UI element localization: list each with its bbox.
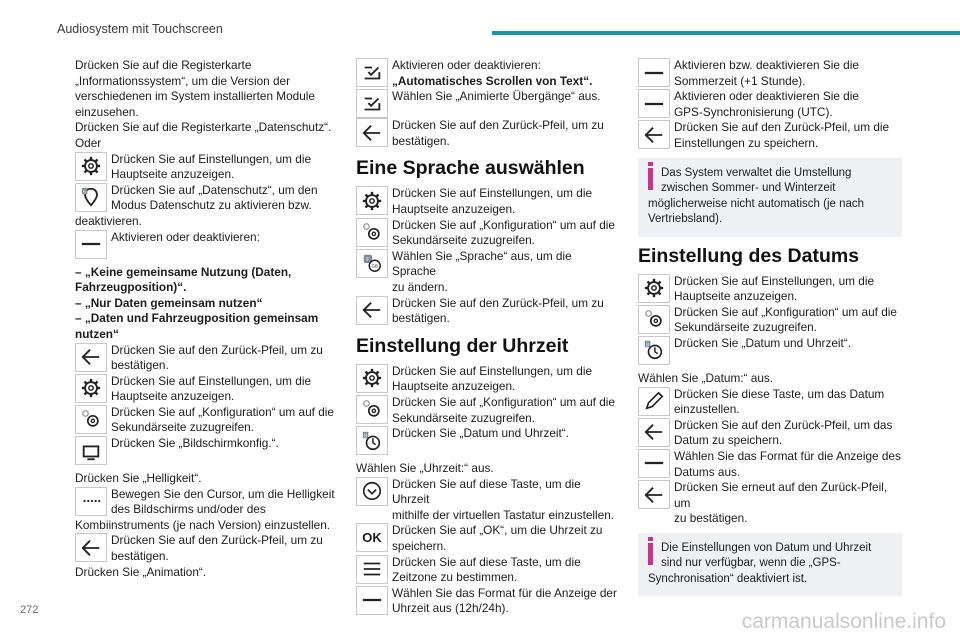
paragraph: Drücken Sie „Helligkeit“. (75, 471, 202, 486)
paragraph: Wählen Sie „Datum:“ aus. (638, 370, 774, 385)
checkbox-checked-icon[interactable] (356, 89, 388, 118)
step-toggle: Aktivieren oder deaktivieren: (75, 230, 337, 259)
back-arrow-icon[interactable] (638, 418, 670, 447)
clock-icon[interactable] (638, 336, 670, 365)
section-heading-date: Einstellung des Datums (638, 244, 860, 267)
step-settings: Drücken Sie auf Einstellungen, um die Hauptseite anzuzeigen. (75, 152, 337, 183)
step-screen-config: Drücken Sie „Bildschirmkonfig.“. (75, 436, 337, 465)
info-box: Die Einstellungen von Datum und Uhrzeit sind nur verfügbar, wenn die „GPS- Synchronisation“ deaktiviert ist. (638, 533, 902, 597)
back-arrow-icon[interactable] (75, 533, 107, 562)
gear-icon[interactable] (356, 364, 388, 393)
step-back: Drücken Sie auf den Zurück-Pfeil, um die Einstellungen zu speichern. (638, 120, 902, 151)
paragraph: Wählen Sie „Uhrzeit:“ aus. (356, 461, 494, 476)
toggle-bar-icon[interactable] (638, 449, 670, 478)
page-number: 272 (20, 604, 39, 616)
info-icon (648, 168, 653, 190)
step-brightness: Bewegen Sie den Cursor, um die Helligkeit des Bildschirms und/oder des (75, 487, 337, 518)
info-icon (648, 543, 653, 565)
step-back: Drücken Sie erneut auf den Zurück-Pfeil, um zu bestätigen. (638, 480, 902, 527)
svg-text:GB: GB (371, 263, 379, 269)
header-title: Audiosystem mit Touchscreen (57, 22, 223, 36)
svg-text:8: 8 (364, 432, 368, 439)
section-heading-language: Eine Sprache auswählen (356, 157, 585, 180)
toggle-bar-icon[interactable] (356, 586, 388, 615)
svg-text:F: F (366, 257, 370, 264)
step-configuration: Drücken Sie auf „Konfiguration“ um auf die Sekundärseite zuzugreifen. (638, 305, 902, 336)
step-back: Drücken Sie auf den Zurück-Pfeil, um zu bestätigen. (356, 118, 618, 149)
pencil-icon[interactable] (638, 387, 670, 416)
paragraph: Drücken Sie „Animation“. (75, 564, 207, 579)
gear-icon[interactable] (638, 274, 670, 303)
back-arrow-icon[interactable] (75, 343, 107, 372)
step-time-format: Wählen Sie das Format für die Anzeige der Uhrzeit aus (12h/24h). (356, 586, 618, 617)
toggle-bar-icon[interactable] (75, 230, 107, 259)
header-accent-bar (492, 31, 960, 35)
step-settings: Drücken Sie auf Einstellungen, um die Hauptseite anzuzeigen. (356, 364, 618, 395)
configuration-gears-icon[interactable] (356, 395, 388, 424)
column-2 (356, 58, 618, 617)
svg-text:6: 6 (83, 189, 87, 196)
step-gps-sync: Aktivieren oder deaktivieren Sie die GPS-Synchronisierung (UTC). (638, 89, 902, 120)
column-1: Drücken Sie auf die Registerkarte „Informationssystem“, um die Version der verschiedenen im System installierten Module einzusehen. Drücken Sie auf die Registerkarte „Datenschutz“. Oder Drücken Sie auf Einstellungen, um die Hauptseite anzuzeigen. 6 Drücken Sie auf „Datenschutz“, um den Modus Datenschutz zu aktivieren bzw. deaktivieren. Aktivieren oder deaktivieren: – „Keine gemeinsame Nutzung (Daten, Fahrzeugposition)“. – „Nur Daten gemeinsam nutzen“ – „Daten und Fahrzeugposition gemeinsam nutzen“ Drücken Sie auf den Zurück-Pfeil, um zu bestätigen. Drücken Sie auf Einstellungen, um die Hauptseite anzuzeigen. Drücken Sie auf „Konfiguration“ um auf die Sekundärseite zuzugreifen. Drücken Sie „Bildschirmkonfig.“. Drücken Sie „Helligkeit“. Bewegen Sie den Cursor, um die Helligkeit des Bildschirms und/oder des Kombiinstruments (je nach Version) einzustellen. Drücken Sie auf den Zurück-Pfeil, um zu bestätigen. Drücken Sie „Animation“. (75, 58, 337, 580)
step-configuration: Drücken Sie auf „Konfiguration“ um auf die Sekundärseite zuzugreifen. (356, 218, 618, 249)
checkbox-checked-icon[interactable] (356, 58, 388, 87)
step-summer-time: Aktivieren bzw. deaktivieren Sie die Sommerzeit (+1 Stunde). (638, 58, 902, 89)
ok-button[interactable]: OK (356, 523, 388, 552)
configuration-gears-icon[interactable] (356, 218, 388, 247)
back-arrow-icon[interactable] (356, 296, 388, 325)
step-back: Drücken Sie auf den Zurück-Pfeil, um das Datum zu speichern. (638, 418, 902, 449)
step-ok: OK Drücken Sie auf „OK“, um die Uhrzeit zu speichern. (356, 523, 618, 554)
step-privacy: 6 Drücken Sie auf „Datenschutz“, um den Modus Datenschutz zu aktivieren bzw. (75, 183, 337, 214)
step-transitions: Wählen Sie „Animierte Übergänge“ aus. (356, 89, 618, 118)
gear-icon[interactable] (75, 152, 107, 181)
gear-icon[interactable] (356, 186, 388, 215)
step-configuration: Drücken Sie auf „Konfiguration“ um auf die Sekundärseite zuzugreifen. (356, 395, 618, 426)
step-date-format: Wählen Sie das Format für die Anzeige des Datums aus. (638, 449, 902, 480)
chevron-down-circle-icon[interactable] (356, 477, 388, 506)
toggle-bar-icon[interactable] (638, 58, 670, 87)
back-arrow-icon[interactable] (638, 480, 670, 509)
list-menu-icon[interactable] (356, 555, 388, 584)
step-date-time: 8 Drücken Sie „Datum und Uhrzeit“. (638, 336, 902, 365)
privacy-pin-icon[interactable] (75, 183, 107, 212)
brightness-slider-icon[interactable] (75, 487, 107, 516)
watermark: carmanualsonline.info (741, 610, 946, 633)
step-date-edit: Drücken Sie diese Taste, um das Datum einzustellen. (638, 387, 902, 418)
info-box: Das System verwaltet die Umstellung zwischen Sommer- und Winterzeit möglicherweise nicht automatisch (je nach Vertriebsland). (638, 158, 902, 237)
step-settings: Drücken Sie auf Einstellungen, um die Hauptseite anzuzeigen. (356, 186, 618, 217)
step-settings: Drücken Sie auf Einstellungen, um die Hauptseite anzuzeigen. (75, 374, 337, 405)
step-configuration: Drücken Sie auf „Konfiguration“ um auf die Sekundärseite zuzugreifen. (75, 405, 337, 436)
step-timezone: Drücken Sie auf diese Taste, um die Zeitzone zu bestimmen. (356, 555, 618, 586)
toggle-bar-icon[interactable] (638, 89, 670, 118)
configuration-gears-icon[interactable] (638, 305, 670, 334)
language-flag-icon[interactable] (356, 249, 388, 278)
step-autoscroll: Aktivieren oder deaktivieren: „Automatisches Scrollen von Text“. (356, 58, 618, 89)
step-date-time: 8 Drücken Sie „Datum und Uhrzeit“. (356, 426, 618, 455)
svg-text:8: 8 (646, 342, 650, 349)
step-back: Drücken Sie auf den Zurück-Pfeil, um zu bestätigen. (356, 296, 618, 327)
gear-icon[interactable] (75, 374, 107, 403)
column-3 (638, 58, 902, 604)
step-settings: Drücken Sie auf Einstellungen, um die Hauptseite anzuzeigen. (638, 274, 902, 305)
step-time-keyboard: Drücken Sie auf diese Taste, um die Uhrzeit mithilfe der virtuellen Tastatur einzustellen. (356, 477, 618, 524)
paragraph: Drücken Sie auf die Registerkarte „Informationssystem“, um die Version der verschiedenen im System installierten Module einzusehen. Drücken Sie auf die Registerkarte „Datenschutz“. Oder (75, 58, 332, 150)
clock-icon[interactable] (356, 426, 388, 455)
section-heading-time: Einstellung der Uhrzeit (356, 334, 569, 357)
screen-config-icon[interactable] (75, 436, 107, 465)
back-arrow-icon[interactable] (638, 120, 670, 149)
step-back: Drücken Sie auf den Zurück-Pfeil, um zu bestätigen. (75, 343, 337, 374)
back-arrow-icon[interactable] (356, 118, 388, 147)
option-list: – „Keine gemeinsame Nutzung (Daten, Fahrzeugposition)“. – „Nur Daten gemeinsam nutzen“ – „Daten und Fahrzeugposition gemeinsam nutzen“ (75, 264, 319, 341)
step-back: Drücken Sie auf den Zurück-Pfeil, um zu bestätigen. (75, 533, 337, 564)
step-language: F GB Wählen Sie „Sprache“ aus, um die Sprache zu ändern. (356, 249, 618, 296)
configuration-gears-icon[interactable] (75, 405, 107, 434)
